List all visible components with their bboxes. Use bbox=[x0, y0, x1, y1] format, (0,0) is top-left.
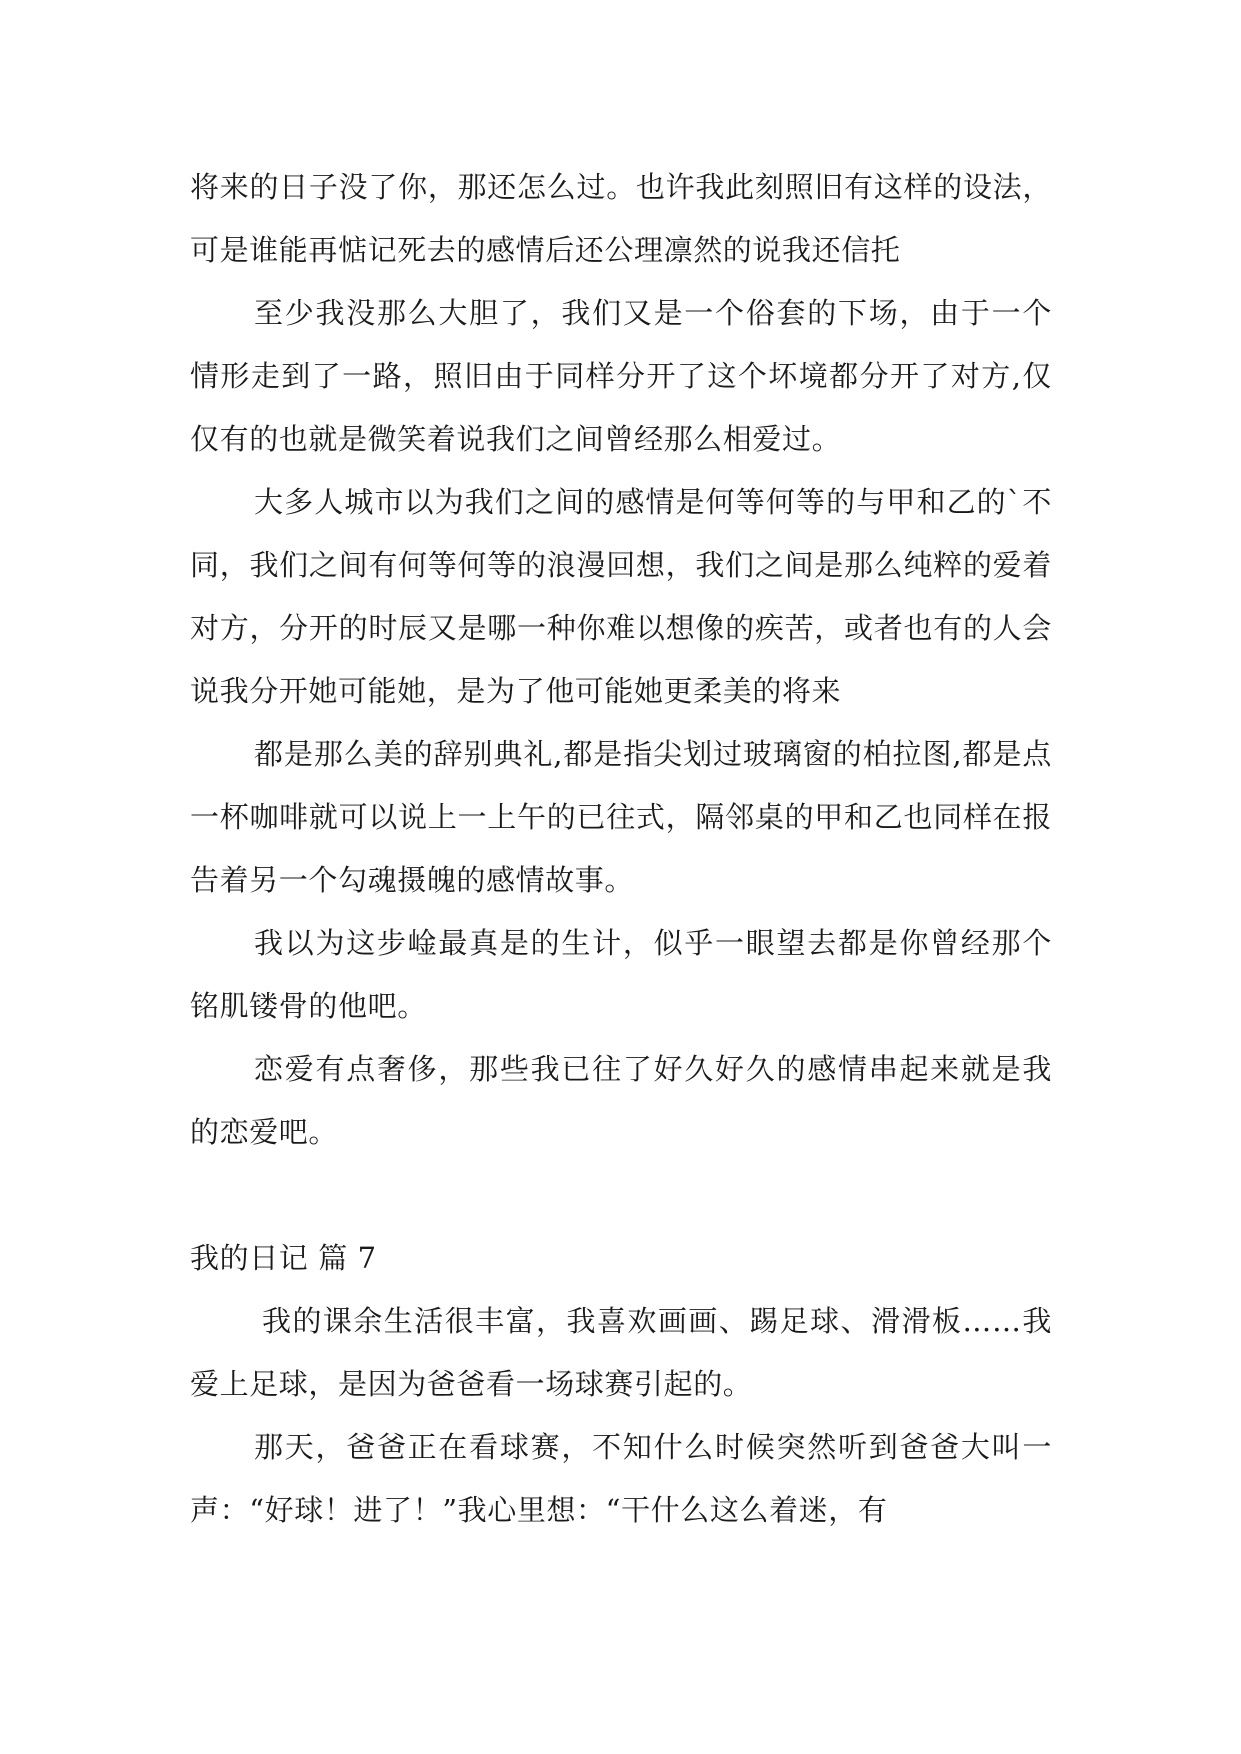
paragraph-6: 恋爱有点奢侈，那些我已往了好久好久的感情串起来就是我的恋爱吧。 bbox=[190, 1052, 1052, 1149]
document-page bbox=[190, 156, 1052, 1542]
paragraph-1: 将来的日子没了你，那还怎么过。也许我此刻照旧有这样的设法，可是谁能再惦记死去的感情后还公理凛然的说我还信托 bbox=[190, 170, 1052, 267]
paragraph-8: 那天，爸爸正在看球赛，不知什么时候突然听到爸爸大叫一声：“好球！进了！”我心里想：“干什么这么着迷，有 bbox=[190, 1430, 1052, 1527]
paragraph-5: 我以为这步崯最真是的生计，似乎一眼望去都是你曾经那个铭肌镂骨的他吧。 bbox=[190, 926, 1052, 1023]
paragraph-7: 我的课余生活很丰富，我喜欢画画、踢足球、滑滑板……我爱上足球，是因为爸爸看一场球赛引起的。 bbox=[190, 1304, 1052, 1401]
paragraph-2: 至少我没那么大胆了，我们又是一个俗套的下场，由于一个情形走到了一路，照旧由于同样分开了这个坏境都分开了对方,仅仅有的也就是微笑着说我们之间曾经那么相爱过。 bbox=[190, 296, 1052, 456]
paragraph-3: 大多人城市以为我们之间的感情是何等何等的与甲和乙的`不同，我们之间有何等何等的浪漫回想，我们之间是那么纯粹的爱着对方，分开的时辰又是哪一种你难以想像的疾苦，或者也有的人会说我分开她可能她，是为了他可能她更柔美的将来 bbox=[190, 485, 1052, 708]
section-title: 我的日记 篇 7 bbox=[190, 1241, 377, 1275]
section-spacer bbox=[190, 1164, 1052, 1227]
paragraph-4: 都是那么美的辞别典礼,都是指尖划过玻璃窗的柏拉图,都是点一杯咖啡就可以说上一上午的已往式，隔邻桌的甲和乙也同样在报告着另一个勾魂摄魄的感情故事。 bbox=[190, 737, 1052, 897]
